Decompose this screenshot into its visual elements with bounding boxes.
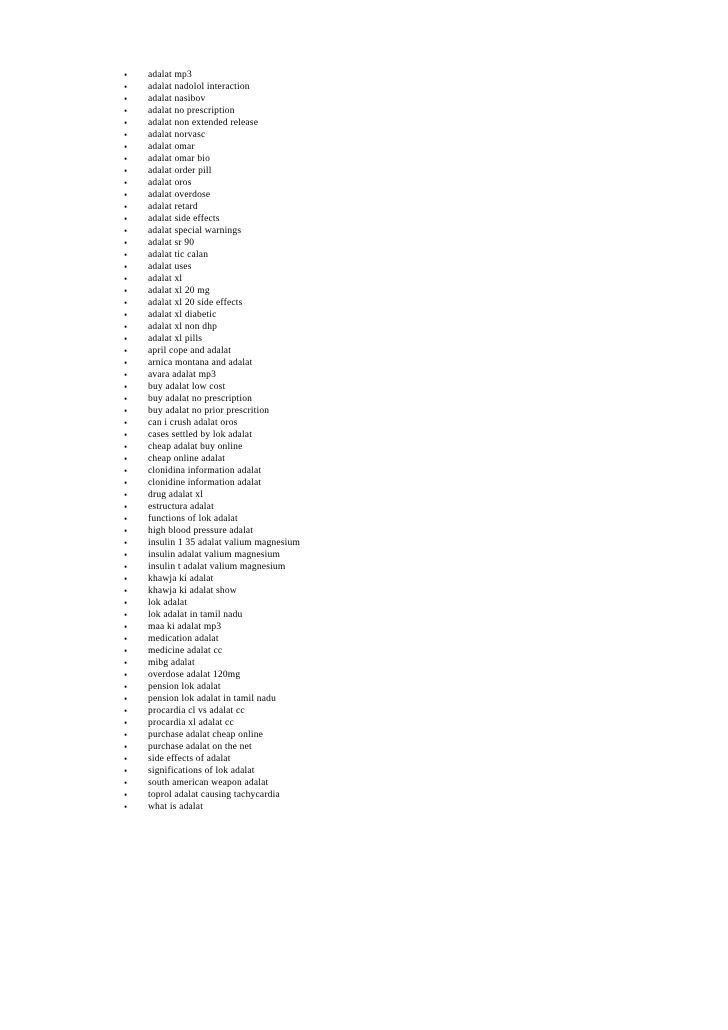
list-item-text: adalat non extended release bbox=[148, 118, 259, 128]
bullet-icon: • bbox=[124, 250, 128, 260]
list-item-text: adalat uses bbox=[148, 262, 192, 272]
bullet-icon: • bbox=[124, 130, 128, 140]
bullet-icon: • bbox=[124, 286, 128, 296]
list-item-text: adalat tic calan bbox=[148, 250, 209, 260]
list-item-text: arnica montana and adalat bbox=[148, 358, 253, 368]
list-item-text: adalat omar bio bbox=[148, 154, 211, 164]
list-item-text: adalat sr 90 bbox=[148, 238, 195, 248]
list-item-text: estructura adalat bbox=[148, 502, 214, 512]
bullet-icon: • bbox=[124, 370, 128, 380]
bullet-icon: • bbox=[124, 586, 128, 596]
list-item-text: high blood pressure adalat bbox=[148, 526, 254, 536]
list-item-text: maa ki adalat mp3 bbox=[148, 622, 222, 632]
bullet-icon: • bbox=[124, 682, 128, 692]
bullet-icon: • bbox=[124, 154, 128, 164]
bullet-icon: • bbox=[124, 538, 128, 548]
bullet-icon: • bbox=[124, 622, 128, 632]
bullet-icon: • bbox=[124, 562, 128, 572]
bullet-icon: • bbox=[124, 766, 128, 776]
bullet-icon: • bbox=[124, 322, 128, 332]
bullet-icon: • bbox=[124, 478, 128, 488]
bullet-icon: • bbox=[124, 790, 128, 800]
list-item-text: adalat no prescription bbox=[148, 106, 235, 116]
list-item-text: what is adalat bbox=[148, 802, 204, 812]
list-item-text: adalat nadolol interaction bbox=[148, 82, 250, 92]
bullet-icon: • bbox=[124, 382, 128, 392]
bullet-icon: • bbox=[124, 658, 128, 668]
bullet-icon: • bbox=[124, 718, 128, 728]
list-item-text: insulin 1 35 adalat valium magnesium bbox=[148, 538, 301, 548]
list-item-text: procardia xl adalat cc bbox=[148, 718, 234, 728]
bullet-icon: • bbox=[124, 706, 128, 716]
list-item-text: adalat oros bbox=[148, 178, 192, 188]
list-item-text: khawja ki adalat bbox=[148, 574, 214, 584]
bullet-icon: • bbox=[124, 502, 128, 512]
list-item-text: pension lok adalat in tamil nadu bbox=[148, 694, 277, 704]
list-item-text: purchase adalat cheap online bbox=[148, 730, 264, 740]
list-item-text: insulin t adalat valium magnesium bbox=[148, 562, 286, 572]
list-item-text: avara adalat mp3 bbox=[148, 370, 217, 380]
list-item-text: functions of lok adalat bbox=[148, 514, 238, 524]
bullet-icon: • bbox=[124, 70, 128, 80]
bullet-icon: • bbox=[124, 226, 128, 236]
bullet-icon: • bbox=[124, 190, 128, 200]
list-item-text: adalat xl 20 side effects bbox=[148, 298, 243, 308]
list-item-text: medicine adalat cc bbox=[148, 646, 223, 656]
bullet-icon: • bbox=[124, 610, 128, 620]
list-item-text: procardia cl vs adalat cc bbox=[148, 706, 245, 716]
list-item-text: clonidina information adalat bbox=[148, 466, 262, 476]
list-item-text: adalat xl 20 mg bbox=[148, 286, 210, 296]
bullet-icon: • bbox=[124, 346, 128, 356]
list-item-text: south american weapon adalat bbox=[148, 778, 269, 788]
list-item-text: medication adalat bbox=[148, 634, 219, 644]
bullet-icon: • bbox=[124, 574, 128, 584]
list-item-text: lok adalat in tamil nadu bbox=[148, 610, 243, 620]
bullet-icon: • bbox=[124, 142, 128, 152]
bullet-icon: • bbox=[124, 262, 128, 272]
list-item-text: adalat xl bbox=[148, 274, 183, 284]
list-item-text: side effects of adalat bbox=[148, 754, 231, 764]
list-item-text: toprol adalat causing tachycardia bbox=[148, 790, 280, 800]
bullet-icon: • bbox=[124, 646, 128, 656]
list-item-text: adalat order pill bbox=[148, 166, 212, 176]
list-item-text: adalat retard bbox=[148, 202, 198, 212]
bullet-icon: • bbox=[124, 406, 128, 416]
bullet-icon: • bbox=[124, 802, 128, 812]
bullet-icon: • bbox=[124, 670, 128, 680]
list-item-text: adalat nasibov bbox=[148, 94, 206, 104]
list-item-text: insulin adalat valium magnesium bbox=[148, 550, 281, 560]
list-item-text: significations of lok adalat bbox=[148, 766, 255, 776]
list-item-text: adalat norvasc bbox=[148, 130, 206, 140]
list-item-text: cases settled by lok adalat bbox=[148, 430, 253, 440]
bullet-icon: • bbox=[124, 442, 128, 452]
list-item-text: purchase adalat on the net bbox=[148, 742, 252, 752]
list-item-text: mibg adalat bbox=[148, 658, 195, 668]
list-item-text: adalat mp3 bbox=[148, 70, 192, 80]
bullet-icon: • bbox=[124, 454, 128, 464]
list-item-text: clonidine information adalat bbox=[148, 478, 262, 488]
list-item-text: adalat xl non dhp bbox=[148, 322, 218, 332]
list-item-text: lok adalat bbox=[148, 598, 188, 608]
bullet-icon: • bbox=[124, 82, 128, 92]
list-item-text: buy adalat no prescription bbox=[148, 394, 253, 404]
bullet-icon: • bbox=[124, 526, 128, 536]
list-item-text: pension lok adalat bbox=[148, 682, 221, 692]
bullet-icon: • bbox=[124, 106, 128, 116]
bullet-icon: • bbox=[124, 490, 128, 500]
list-item-text: april cope and adalat bbox=[148, 346, 232, 356]
bullet-icon: • bbox=[124, 418, 128, 428]
bullet-icon: • bbox=[124, 730, 128, 740]
bullet-icon: • bbox=[124, 238, 128, 248]
list-item-text: adalat overdose bbox=[148, 190, 211, 200]
list-item-text: adalat omar bbox=[148, 142, 195, 152]
bullet-icon: • bbox=[124, 694, 128, 704]
list-item-text: cheap online adalat bbox=[148, 454, 226, 464]
bullet-icon: • bbox=[124, 394, 128, 404]
list-item-text: adalat side effects bbox=[148, 214, 220, 224]
bullet-icon: • bbox=[124, 634, 128, 644]
bullet-icon: • bbox=[124, 514, 128, 524]
bullet-icon: • bbox=[124, 94, 128, 104]
bullet-icon: • bbox=[124, 430, 128, 440]
list-item-text: khawja ki adalat show bbox=[148, 586, 237, 596]
bullet-icon: • bbox=[124, 778, 128, 788]
bullet-icon: • bbox=[124, 298, 128, 308]
bullet-icon: • bbox=[124, 166, 128, 176]
list-item-text: adalat special warnings bbox=[148, 226, 242, 236]
list-item-text: overdose adalat 120mg bbox=[148, 670, 241, 680]
bullet-icon: • bbox=[124, 202, 128, 212]
bullet-icon: • bbox=[124, 598, 128, 608]
list-item-text: adalat xl diabetic bbox=[148, 310, 217, 320]
list-item-text: drug adalat xl bbox=[148, 490, 204, 500]
bullet-icon: • bbox=[124, 754, 128, 764]
bullet-icon: • bbox=[124, 742, 128, 752]
bullet-icon: • bbox=[124, 334, 128, 344]
bullet-icon: • bbox=[124, 118, 128, 128]
bullet-icon: • bbox=[124, 274, 128, 284]
list-item-text: buy adalat no prior prescrition bbox=[148, 406, 270, 416]
bullet-icon: • bbox=[124, 358, 128, 368]
bullet-icon: • bbox=[124, 310, 128, 320]
bullet-icon: • bbox=[124, 178, 128, 188]
list-item-text: cheap adalat buy online bbox=[148, 442, 243, 452]
bullet-icon: • bbox=[124, 466, 128, 476]
list-item-text: adalat xl pills bbox=[148, 334, 203, 344]
list-item-text: buy adalat low cost bbox=[148, 382, 226, 392]
list-item-text: can i crush adalat oros bbox=[148, 418, 238, 428]
bullet-icon: • bbox=[124, 214, 128, 224]
bullet-icon: • bbox=[124, 550, 128, 560]
